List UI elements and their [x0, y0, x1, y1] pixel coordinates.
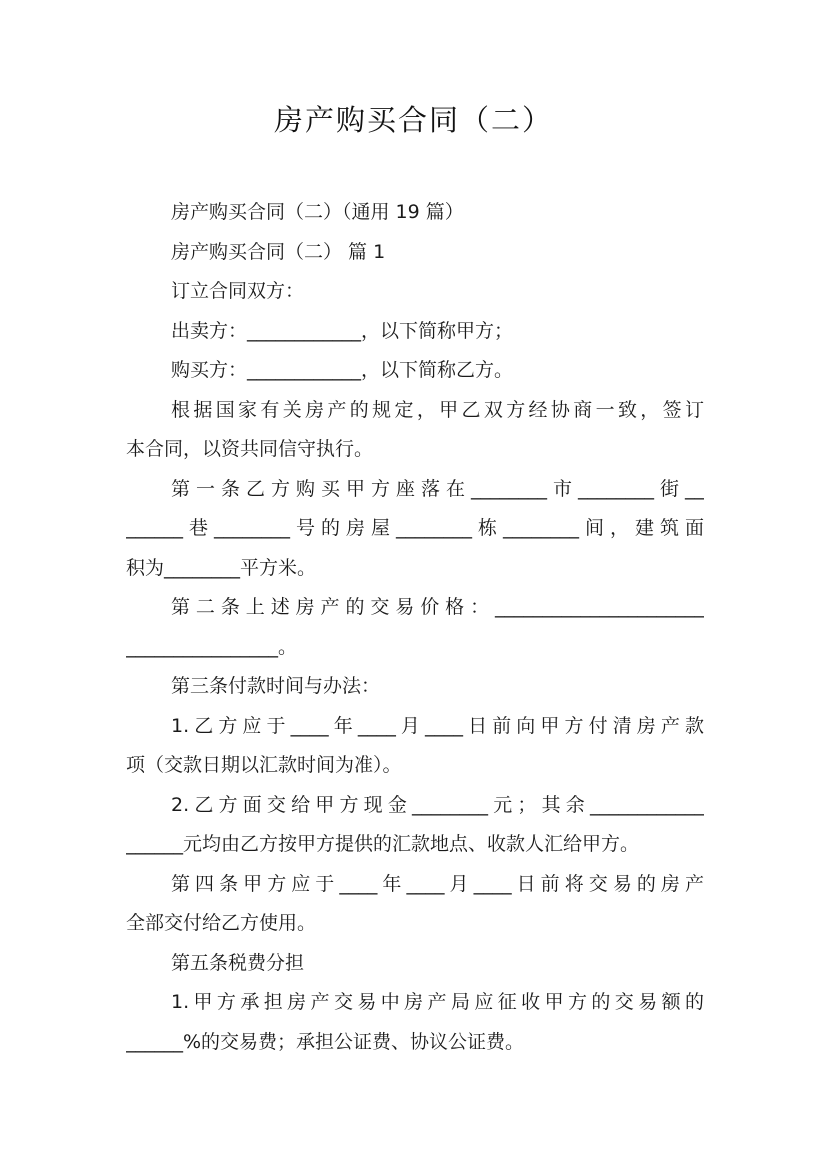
clause-line: 第三条付款时间与办法：	[171, 675, 381, 697]
buyer-line: 购买方：____________，以下简称乙方。	[171, 359, 514, 381]
clause-line: 第五条税费分担	[171, 951, 305, 974]
clause-line: ______元均由乙方按甲方提供的汇款地点、收款人汇给甲方。	[126, 833, 640, 855]
clause-line: 积为________平方米。	[126, 556, 317, 579]
clause-line: 1.乙方应于____年____月____日前向甲方付清房产款	[171, 714, 704, 737]
clause-line: ______巷________号的房屋________栋________间，建筑面	[126, 517, 704, 539]
clause-line: ________________。	[126, 635, 298, 658]
section-heading: 房产购买合同（二） 篇 1	[171, 240, 386, 263]
clause-line: ______%的交易费；承担公证费、协议公证费。	[126, 1030, 525, 1053]
seller-line: 出卖方：____________，以下简称甲方；	[171, 319, 514, 342]
paragraph-line: 订立合同双方：	[171, 280, 305, 302]
paragraph-line: 根据国家有关房产的规定，甲乙双方经协商一致，签订	[171, 398, 704, 421]
clause-line: 项（交款日期以汇款时间为准）。	[126, 754, 402, 776]
clause-line: 第二条上述房产的交易价格：______________________	[171, 596, 704, 618]
document-title: 房产购买合同（二）	[273, 103, 553, 137]
clause-line: 第四条甲方应于____年____月____日前将交易的房产	[171, 872, 704, 895]
clause-line: 第一条乙方购买甲方座落在________市________街__	[171, 477, 704, 500]
clause-line: 全部交付给乙方使用。	[126, 912, 317, 934]
subtitle-line: 房产购买合同（二）（通用 19 篇）	[171, 201, 464, 223]
paragraph-line: 本合同，以资共同信守执行。	[126, 438, 374, 460]
document-body	[126, 193, 704, 1062]
clause-line: 2.乙方面交给甲方现金________元；其余____________	[171, 793, 704, 816]
clause-line: 1.甲方承担房产交易中房产局应征收甲方的交易额的	[171, 991, 704, 1013]
